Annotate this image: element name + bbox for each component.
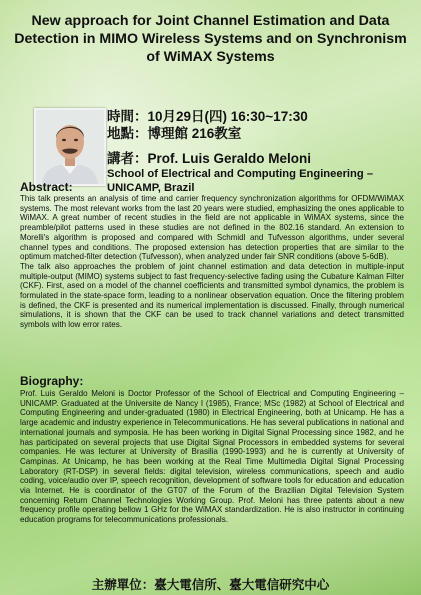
event-time: 時間：10月29日(四) 16:30~17:30 <box>107 109 308 124</box>
event-info <box>107 108 417 195</box>
abstract-heading: Abstract: <box>20 180 73 194</box>
biography-heading: Biography: <box>20 374 84 388</box>
poster-title: New approach for Joint Channel Estimation and Data Detection in MIMO Wireless Systems and on Synchronism of WiMAX Systems <box>14 13 407 65</box>
abstract-text <box>20 194 404 330</box>
biography-text <box>20 389 404 525</box>
organizer-footer: 主辦單位：臺大電信所、臺大電信研究中心 <box>91 578 330 592</box>
speaker-photo <box>34 108 106 186</box>
speaker-name: 講者：Prof. Luis Geraldo Meloni <box>107 151 312 166</box>
speaker-portrait-icon <box>36 110 104 184</box>
abstract-paragraph-1: This talk presents an analysis of time and carrier frequency synchronization algorithms for OFDM/WiMAX systems. The most relevant works from the last 20 years were studied, emphasizing the ones applicable to WiMAX. A great number of recent studies in the field are not applicable in WiMAX systems, since the preamble/pilot patterns used in these studies are not defined in the 802.16 standard. An extension to Morelli's algorithm is proposed and compared with Schmidl and Tufvesson algorithms, under several channel types and conditions. The proposed extension has detection properties that are similar to the optimum matched-filter detection (Tufvesson), when analyzed under fair SNR conditions (above 5-6dB). <box>20 194 404 262</box>
speaker-affiliation: School of Electrical and Computing Engineering – UNICAMP, Brazil <box>107 168 374 194</box>
event-place: 地點：博理館 216教室 <box>107 126 242 141</box>
biography-paragraph: Prof. Luis Geraldo Meloni is Doctor Professor of the School of Electrical and Computing Engineering – UNICAMP. Graduated at the Universite de Nancy I (1985), France; MSc (1982) at School of Electrical and Computing Engineering and under-graduated (1980) in Electrical Engineering, both at Unicamp. He has a large academic and industry experience in Telecommunications. He has several publications in national and international journals and symposia. He has been working in Digital Signal Processing since 1982, and he has participated on several projects that use Digital Signal Processors in embedded systems for several companies. He was lecturer at University of Brasilia (1990-1993) and he is currently at University of Campinas. At Unicamp, he has been working at the Real Time Multimedia Digital Signal Processing Laboratory (RT-DSP) in several fields: digital television, wireless communications, speech and audio coding, voice/audio over IP, speech recognition, development of software tools for education and education via Internet. He is coordinator of the GT07 of the Forum of the Brazilian Digital Television System concerning Return Channel Technologies Working Group. Prof. Meloni has three patents about a new frequency profile operating bellow 1 GHz for the WiMAX standardization. He is also instructor in continuing education programs for telecommunications professionals. <box>20 389 404 525</box>
abstract-paragraph-2: The talk also approaches the problem of joint channel estimation and data detection in multiple-input multiple-output (MIMO) systems subject to fast frequency-selective fading using the Cubature Kalman Filter (CKF). First, ased on a model of the channel coefficients and transmitted symbol dynamics, the problem is formulated in the state-space form, leading to a nonlinear observation equation. Once the filtering problem is defined, the CKF is presented and its numerical implementation is discussed. Finally, through numerical simulations, it is shown that the CKF can be used to track channel variations and detect transmitted symbols with low error rates. <box>20 261 404 330</box>
